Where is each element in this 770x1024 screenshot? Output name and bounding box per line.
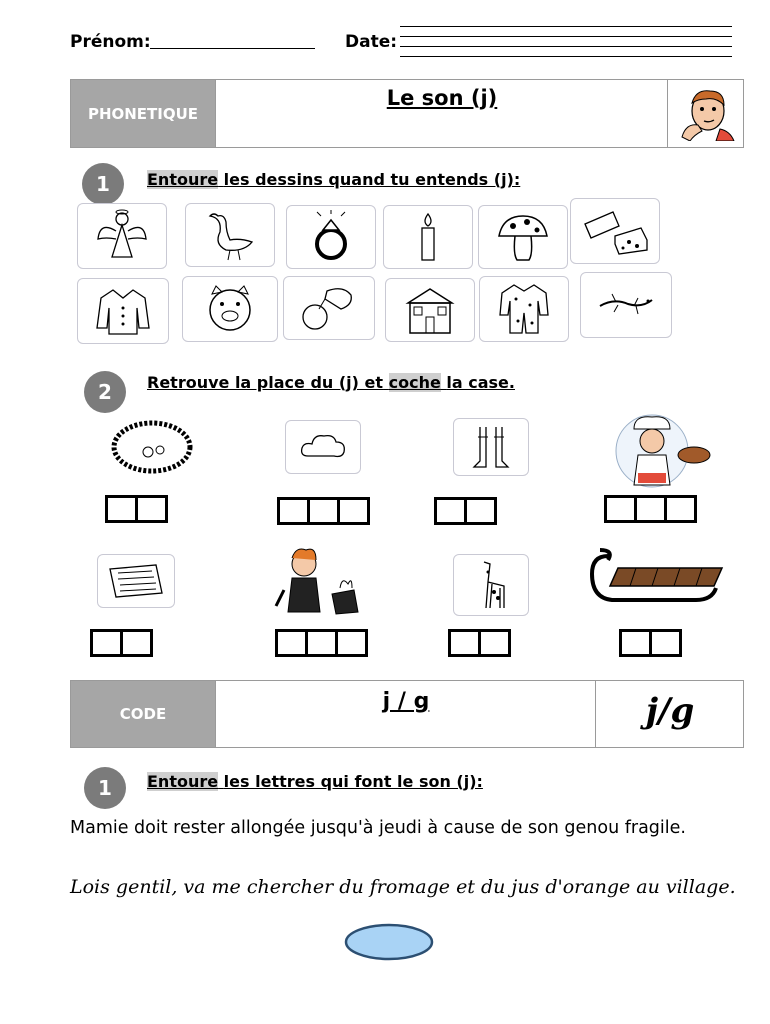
boxes-sled[interactable] (619, 629, 682, 657)
date-line-2[interactable] (400, 36, 732, 37)
boxes-baker[interactable] (604, 495, 697, 523)
exercise2-highlight: coche (388, 373, 441, 392)
prenom-label: Prénom: (70, 32, 151, 52)
pig-picture[interactable] (182, 276, 278, 342)
necklace-icon (108, 416, 196, 478)
code-label: CODE (71, 681, 215, 747)
shirt-icon (93, 284, 153, 338)
exercise1-instruction-text: les dessins quand tu entends (j): (223, 170, 521, 189)
cheese-picture[interactable] (570, 198, 660, 264)
exercise3-instruction-text: les lettres qui font le son (j): (223, 772, 483, 791)
check-box[interactable] (105, 495, 138, 523)
exercise3-number: 1 (84, 767, 126, 809)
exercise3-highlight: Entoure (147, 772, 219, 791)
baker-icon (606, 411, 714, 491)
code-cursive-cell (595, 681, 744, 747)
check-box[interactable] (619, 629, 652, 657)
phonetique-image-cell (667, 80, 744, 147)
check-box[interactable] (448, 629, 481, 657)
code-band (70, 680, 744, 748)
mushroom-icon (493, 210, 553, 264)
check-box[interactable] (307, 497, 340, 525)
goose-picture[interactable] (185, 203, 275, 267)
check-box[interactable] (305, 629, 338, 657)
check-box[interactable] (335, 629, 368, 657)
goose-icon (200, 208, 260, 262)
ring-icon (301, 210, 361, 264)
exercise3-instruction (147, 772, 483, 791)
candle-picture[interactable] (383, 205, 473, 269)
code-title: j / g (382, 689, 430, 714)
magician-icon (270, 546, 370, 616)
lizard-picture[interactable] (580, 272, 672, 338)
ham-icon (297, 281, 361, 335)
angel-icon (92, 209, 152, 263)
exercise1-instruction (147, 170, 520, 189)
boxes-magician[interactable] (275, 629, 368, 657)
blue-oval (343, 922, 435, 962)
check-box[interactable] (634, 495, 667, 523)
code-title-cell (215, 681, 596, 747)
prenom-line[interactable] (150, 48, 315, 49)
ring-picture[interactable] (286, 205, 376, 269)
pyjamas-picture[interactable] (479, 276, 569, 342)
giraffe-picture[interactable] (453, 554, 529, 616)
boy-thinking-icon (676, 85, 736, 141)
lizard-icon (594, 278, 658, 332)
check-box[interactable] (464, 497, 497, 525)
legs-picture[interactable] (453, 418, 529, 476)
check-box[interactable] (120, 629, 153, 657)
cloud-picture[interactable] (285, 420, 361, 474)
sentence-print[interactable]: Mamie doit rester allongée jusqu'à jeudi à cause de son genou fragile. (70, 818, 686, 838)
phonetique-band (70, 79, 744, 148)
check-box[interactable] (277, 497, 310, 525)
check-box[interactable] (135, 495, 168, 523)
date-line-3[interactable] (400, 46, 732, 47)
code-cursive: j/g (645, 691, 695, 731)
boxes-legs[interactable] (434, 497, 497, 525)
cheese-icon (579, 204, 651, 258)
exercise2-number: 2 (84, 371, 126, 413)
date-line-4[interactable] (400, 56, 732, 57)
exercise1-number: 1 (82, 163, 124, 205)
mushroom-picture[interactable] (478, 205, 568, 269)
boxes-newspaper[interactable] (90, 629, 153, 657)
check-box[interactable] (337, 497, 370, 525)
check-box[interactable] (649, 629, 682, 657)
check-box[interactable] (275, 629, 308, 657)
check-box[interactable] (664, 495, 697, 523)
date-line-1[interactable] (400, 26, 732, 27)
boxes-cloud[interactable] (277, 497, 370, 525)
phonetique-title: Le son (j) (386, 86, 498, 110)
pyjamas-icon (494, 281, 554, 337)
sentence-cursive[interactable]: Lois gentil, va me chercher du fromage et du jus d'orange au village. (70, 876, 736, 898)
phonetique-label: PHONETIQUE (71, 80, 215, 147)
newspaper-picture[interactable] (97, 554, 175, 608)
house-picture[interactable] (385, 278, 475, 342)
ham-picture[interactable] (283, 276, 375, 340)
check-box[interactable] (90, 629, 123, 657)
check-box[interactable] (478, 629, 511, 657)
boxes-necklace[interactable] (105, 495, 168, 523)
phonetique-title-cell (215, 80, 668, 147)
exercise2-instruction (147, 373, 515, 392)
candle-icon (398, 210, 458, 264)
cloud-icon (298, 430, 348, 464)
house-icon (400, 283, 460, 337)
exercise1-highlight: Entoure (147, 170, 219, 189)
date-label: Date: (345, 32, 398, 52)
shirt-picture[interactable] (77, 278, 169, 344)
giraffe-icon (466, 558, 516, 612)
sled-icon (588, 548, 730, 612)
check-box[interactable] (604, 495, 637, 523)
check-box[interactable] (434, 497, 467, 525)
boxes-giraffe[interactable] (448, 629, 511, 657)
pig-icon (198, 282, 262, 336)
legs-icon (466, 423, 516, 471)
angel-picture[interactable] (77, 203, 167, 269)
exercise2-instruction-text: Retrouve la place du (j) et (147, 373, 384, 392)
exercise2-instruction-end: la case. (446, 373, 515, 392)
newspaper-icon (106, 561, 166, 601)
